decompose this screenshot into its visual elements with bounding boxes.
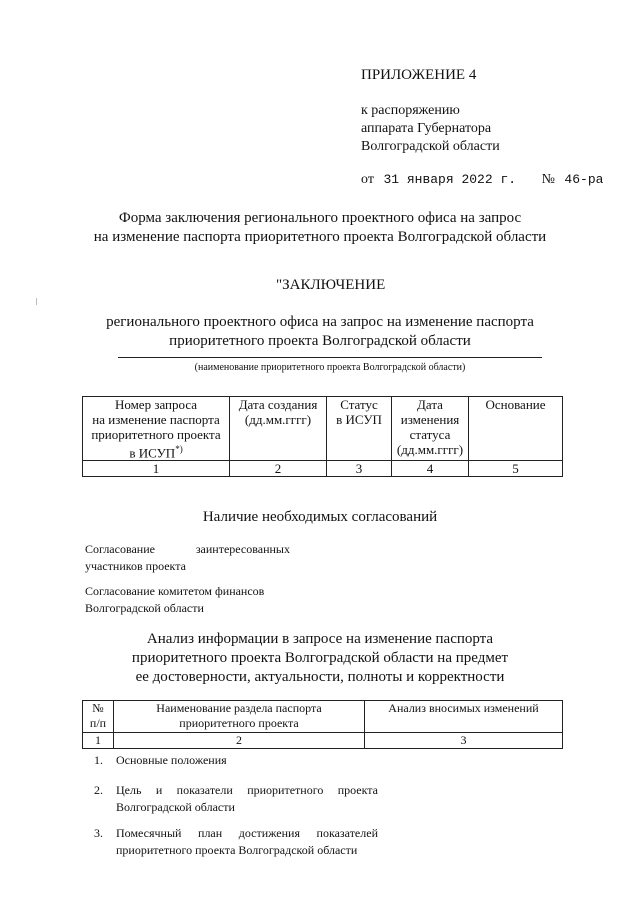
approval-text: Согласование заинтересованных (85, 542, 290, 556)
analysis-heading (0, 630, 640, 687)
header-text: статуса (409, 427, 451, 442)
conclusion-line: регионального проектного офиса на запрос на изменение паспорта (106, 314, 534, 330)
header-text: Статус (340, 397, 378, 412)
column-number: 1 (83, 461, 230, 477)
analysis-line: ее достоверности, актуальности, полноты и корректности (135, 669, 505, 685)
table-header-row (83, 397, 563, 461)
column-number: 2 (230, 461, 327, 477)
column-number: 5 (469, 461, 563, 477)
footnote-mark: *) (175, 444, 183, 454)
header-text: (дд.мм.гггг) (396, 442, 464, 457)
section-number: 1. (94, 753, 103, 767)
section-title: Основные положения (116, 753, 227, 767)
header-cell (230, 397, 327, 461)
analysis-table (82, 700, 563, 749)
header-text: Основание (485, 397, 546, 412)
date-value: 31 января 2022 г. (383, 172, 517, 187)
section-item-2 (94, 782, 378, 816)
section-item-3 (94, 825, 378, 859)
conclusion-heading: "ЗАКЛЮЧЕНИЕ (276, 277, 386, 293)
header-text: в ИСУП (129, 445, 176, 461)
header-text: приоритетного проекта (91, 427, 221, 442)
header-cell (392, 397, 469, 461)
column-number: 4 (392, 461, 469, 477)
analysis-line: Анализ информации в запросе на изменение паспорта (146, 631, 494, 647)
header-text: № (92, 701, 104, 715)
section-title: Помесячный план достижения показателей (116, 826, 378, 840)
section-number: 2. (94, 783, 103, 797)
table-header-row (83, 701, 563, 733)
project-name-caption: (наименование приоритетного проекта Волгоградской области) (194, 362, 466, 373)
request-table (82, 396, 563, 477)
table-row (83, 461, 563, 477)
header-text: Дата создания (238, 397, 318, 412)
column-number: 3 (327, 461, 392, 477)
header-cell (83, 397, 230, 461)
header-text: Номер запроса (114, 397, 198, 412)
column-number: 3 (365, 733, 563, 749)
header-cell (469, 397, 563, 461)
order-reference-line: аппарата Губернатора (361, 121, 492, 136)
conclusion-line: приоритетного проекта Волгоградской области (169, 333, 471, 349)
section-number: 3. (94, 826, 103, 840)
header-text: на изменение паспорта (92, 412, 220, 427)
form-title-line: Форма заключения регионального проектного офиса на запрос (118, 210, 522, 226)
section-title-continued: приоритетного проекта Волгоградской области (116, 843, 358, 857)
section-item-1 (94, 752, 227, 769)
header-text: Анализ вносимых изменений (388, 701, 539, 715)
form-title (0, 209, 640, 247)
header-text: приоритетного проекта (179, 716, 299, 730)
table-row (83, 733, 563, 749)
section-title: Цель и показатели приоритетного проекта (116, 783, 378, 797)
approval-text: участников проекта (85, 559, 186, 573)
approval-line (85, 541, 290, 558)
conclusion-subtitle (0, 313, 640, 351)
header-text: (дд.мм.гггг) (244, 412, 312, 427)
column-number: 1 (83, 733, 114, 749)
header-text: изменения (400, 412, 460, 427)
header-text: в ИСУП (336, 412, 382, 427)
header-text (85, 442, 227, 460)
approval-finance (85, 583, 264, 617)
analysis-line: приоритетного проекта Волгоградской области на предмет (131, 650, 509, 666)
approval-text: Согласование комитетом финансов (85, 584, 265, 598)
header-text: п/п (89, 716, 107, 730)
scan-artifact (36, 298, 37, 305)
number-value: 46-ра (564, 172, 604, 187)
header-cell (327, 397, 392, 461)
project-name-line (118, 357, 542, 358)
order-reference-line: Волгоградской области (361, 139, 500, 154)
appendix-label: ПРИЛОЖЕНИЕ 4 (361, 67, 477, 83)
column-number: 2 (114, 733, 365, 749)
header-text: Дата (417, 397, 443, 412)
order-reference (361, 102, 500, 156)
approval-text: Волгоградской области (85, 601, 204, 615)
approvals-heading: Наличие необходимых согласований (202, 509, 438, 525)
section-title-continued: Волгоградской области (116, 800, 235, 814)
number-label: № (541, 172, 555, 187)
order-reference-line: к распоряжению (361, 103, 460, 118)
header-text: Наименование раздела паспорта (156, 701, 322, 715)
header-cell (114, 701, 365, 733)
order-date-row (361, 172, 603, 188)
header-cell (83, 701, 114, 733)
header-cell (365, 701, 563, 733)
approval-stakeholders (85, 541, 290, 575)
form-title-line: на изменение паспорта приоритетного проекта Волгоградской области (93, 229, 547, 245)
date-prefix: от (361, 172, 374, 187)
